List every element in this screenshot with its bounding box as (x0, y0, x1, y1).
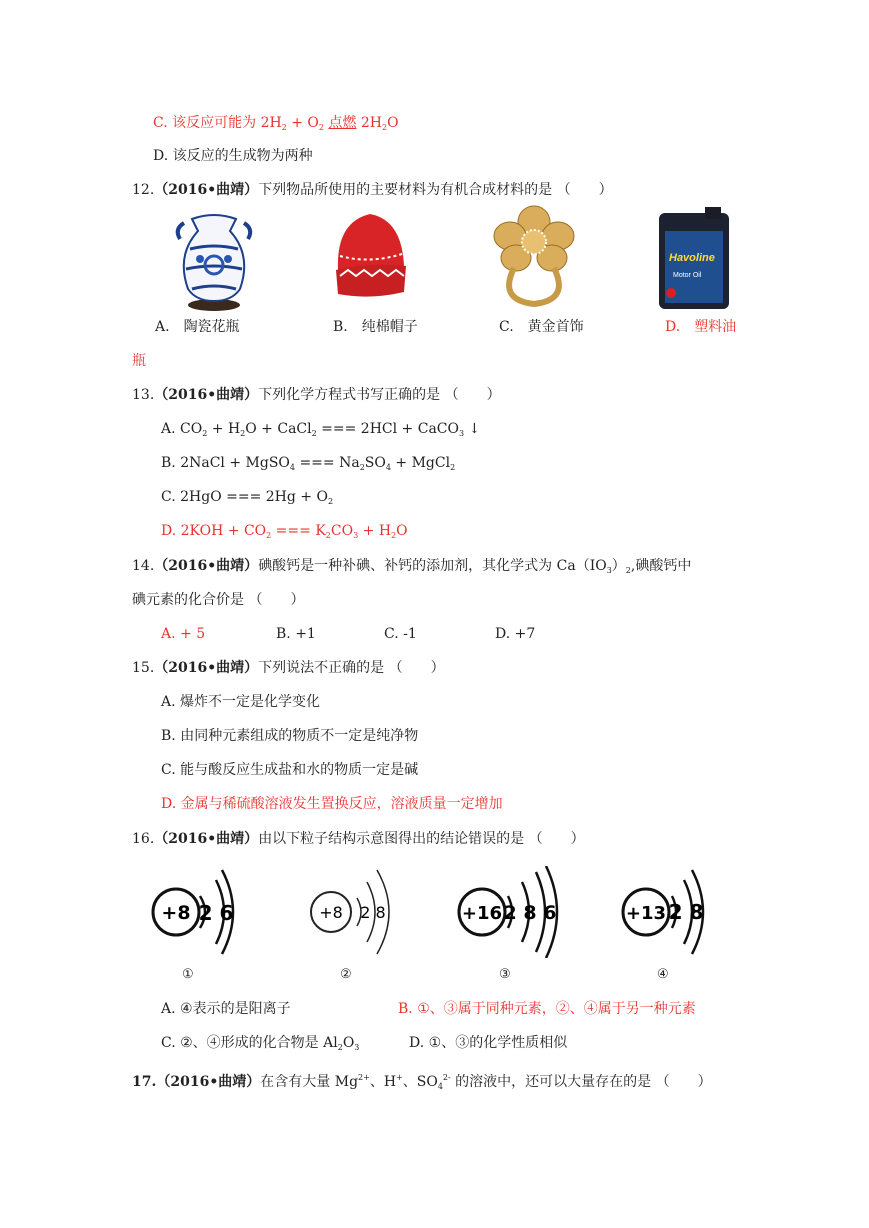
q14-stem-line2: 碘元素的化合价是 （ ） (132, 592, 305, 608)
svg-text:+8: +8 (319, 903, 343, 922)
q12-option-d-wrap: 瓶 (132, 353, 146, 369)
q12-option-c: C. 黄金首饰 (499, 319, 584, 335)
svg-text:+8: +8 (161, 902, 191, 924)
q12-option-d: D. 塑料油 (665, 319, 737, 335)
q16-option-d: D. ①、③的化学性质相似 (409, 1035, 568, 1051)
q14-option-c: C. -1 (384, 626, 417, 642)
gold-ring-image (488, 200, 580, 308)
diagram-label-4: ④ (657, 967, 669, 982)
svg-text:+13: +13 (625, 903, 667, 924)
atom-diagram-4 (620, 866, 720, 958)
svg-text:2 8: 2 8 (360, 903, 386, 922)
svg-text:2 6: 2 6 (198, 901, 234, 925)
q16-option-b: B. ①、③属于同种元素，②、④属于另一种元素 (398, 1001, 696, 1017)
q16-option-c: C. ②、④形成的化合物是 $Al_2O_3$ (161, 1035, 360, 1052)
q15-option-c: C. 能与酸反应生成盐和水的物质一定是碱 (161, 762, 419, 778)
diagram-label-3: ③ (499, 967, 511, 982)
q13-option-d: D. $2KOH + CO_2$ === $K_2CO_3 + H_2O$ (161, 523, 408, 540)
q12-option-b: B. 纯棉帽子 (333, 319, 418, 335)
q15-option-d: D. 金属与稀硫酸溶液发生置换反应，溶液质量一定增加 (161, 796, 503, 812)
diagram-label-1: ① (182, 967, 194, 982)
oil-subtitle: Motor Oil (673, 272, 702, 279)
q11-option-d: D. 该反应的生成物为两种 (153, 148, 313, 164)
q17-stem: 17.（2016•曲靖）在含有大量 $Mg^{2+}$、H+、$SO_4^{2-}$ 的溶液中，还可以大量存在的是 （ ） (132, 1073, 712, 1091)
q12-stem: 12.（2016•曲靖）下列物品所使用的主要材料为有机合成材料的是 （ ） (132, 182, 613, 198)
reaction-condition: 点燃 (328, 115, 357, 131)
motor-oil-image (655, 207, 735, 311)
q11-option-c: C. 该反应可能为 $2H_2 + O_2$ 点燃 $2H_2O$ (153, 115, 399, 132)
q12-option-a: A. 陶瓷花瓶 (155, 319, 240, 335)
cotton-hat-image (330, 206, 410, 302)
q14-stem: 14.（2016•曲靖）碘酸钙是一种补碘、补钙的添加剂，其化学式为 $Ca(IO_3)_2$,碘酸钙中 (132, 558, 692, 575)
svg-text:2 8 6: 2 8 6 (503, 902, 557, 924)
q13-option-c: C. 2HgO === $2Hg + O_2$ (161, 489, 334, 506)
q13-option-b: B. 2NaCl + MgSO$_4$ === $Na_2SO_4$ + MgCl$_2$ (161, 455, 456, 472)
q15-stem: 15.（2016•曲靖）下列说法不正确的是 （ ） (132, 660, 445, 676)
q13-option-a: A. $CO_2 + H_2O$ + CaCl$_2$ === 2HCl + CaCO$_3$ ↓ (161, 421, 481, 438)
q14-option-a: A. + 5 (161, 626, 206, 642)
q16-stem: 16.（2016•曲靖）由以下粒子结构示意图得出的结论错误的是 （ ） (132, 831, 585, 847)
q16-option-a: A. ④表示的是阳离子 (161, 1001, 291, 1017)
q13-stem: 13.（2016•曲靖）下列化学方程式书写正确的是 （ ） (132, 387, 501, 403)
svg-text:+16: +16 (461, 903, 503, 924)
diagram-label-2: ② (340, 967, 352, 982)
oil-brand: Havoline (669, 252, 715, 264)
porcelain-vase-image (170, 205, 258, 313)
atom-diagram-3 (456, 866, 568, 958)
q15-option-a: A. 爆炸不一定是化学变化 (161, 694, 321, 710)
q14-option-d: D. +7 (495, 626, 536, 642)
atom-diagram-1 (148, 866, 248, 958)
svg-text:2 8: 2 8 (668, 900, 704, 924)
atom-diagram-2 (305, 866, 405, 958)
q14-option-b: B. +1 (276, 626, 316, 642)
q15-option-b: B. 由同种元素组成的物质不一定是纯净物 (161, 728, 419, 744)
